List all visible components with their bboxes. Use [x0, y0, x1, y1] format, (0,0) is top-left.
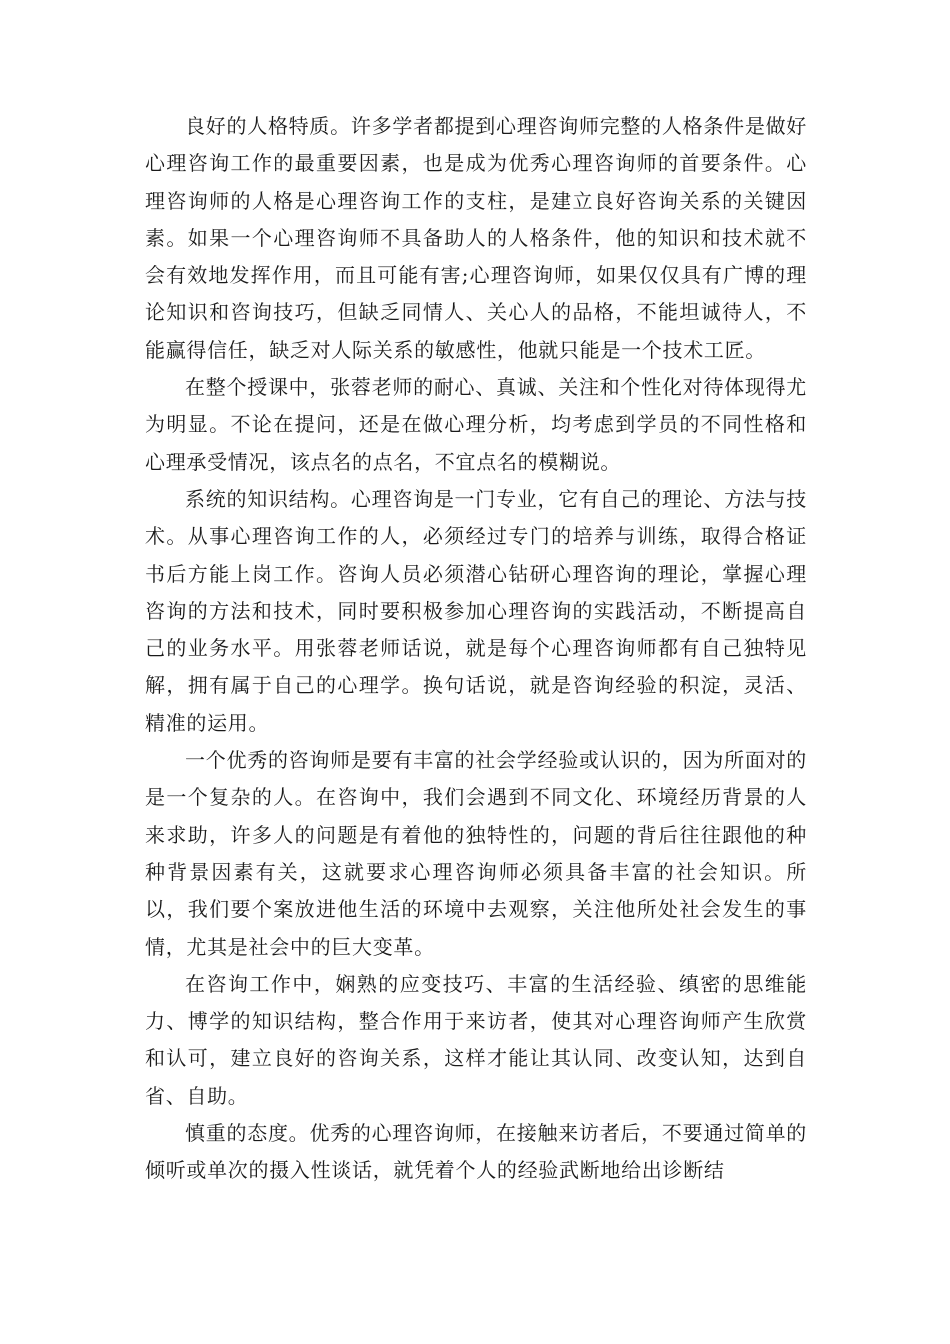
document-body [145, 108, 807, 1190]
paragraph-personality: 良好的人格特质。许多学者都提到心理咨询师完整的人格条件是做好心理咨询工作的最重要因素，也是成为优秀心理咨询师的首要条件。心理咨询师的人格是心理咨询工作的支柱，是建立良好咨询关系的关键因素。如果一个心理咨询师不具备助人的人格条件，他的知识和技术就不会有效地发挥作用，而且可能有害;心理咨询师，如果仅仅具有广博的理论知识和咨询技巧，但缺乏同情人、关心人的品格，不能坦诚待人，不能赢得信任，缺乏对人际关系的敏感性，他就只能是一个技术工匠。 [145, 114, 807, 362]
paragraph-counseling-skills: 在咨询工作中，娴熟的应变技巧、丰富的生活经验、缜密的思维能力、博学的知识结构，整合作用于来访者，使其对心理咨询师产生欣赏和认可，建立良好的咨询关系，这样才能让其认同、改变认知，达到自省、自助。 [145, 971, 807, 1108]
paragraph-knowledge-structure: 系统的知识结构。心理咨询是一门专业，它有自己的理论、方法与技术。从事心理咨询工作的人，必须经过专门的培养与训练，取得合格证书后方能上岗工作。咨询人员必须潜心钻研心理咨询的理论，掌握心理咨询的方法和技术，同时要积极参加心理咨询的实践活动，不断提高自己的业务水平。用张蓉老师话说，就是每个心理咨询师都有自己独特见解，拥有属于自己的心理学。换句话说，就是咨询经验的积淀，灵活、精准的运用。 [145, 486, 807, 735]
paragraph-teaching-attitude: 在整个授课中，张蓉老师的耐心、真诚、关注和个性化对待体现得尤为明显。不论在提问，还是在做心理分析，均考虑到学员的不同性格和心理承受情况，该点名的点名，不宜点名的模糊说。 [145, 375, 807, 474]
paragraph-social-experience: 一个优秀的咨询师是要有丰富的社会学经验或认识的，因为所面对的是一个复杂的人。在咨询中，我们会遇到不同文化、环境经历背景的人来求助，许多人的问题是有着他的独特性的，问题的背后往往跟他的种种背景因素有关，这就要求心理咨询师必须具备丰富的社会知识。所以，我们要个案放进他生活的环境中去观察，关注他所处社会发生的事情，尤其是社会中的巨大变革。 [145, 748, 807, 959]
paragraph-careful-attitude: 慎重的态度。优秀的心理咨询师，在接触来访者后，不要通过简单的倾听或单次的摄入性谈话，就凭着个人的经验武断地给出诊断结 [145, 1121, 807, 1183]
